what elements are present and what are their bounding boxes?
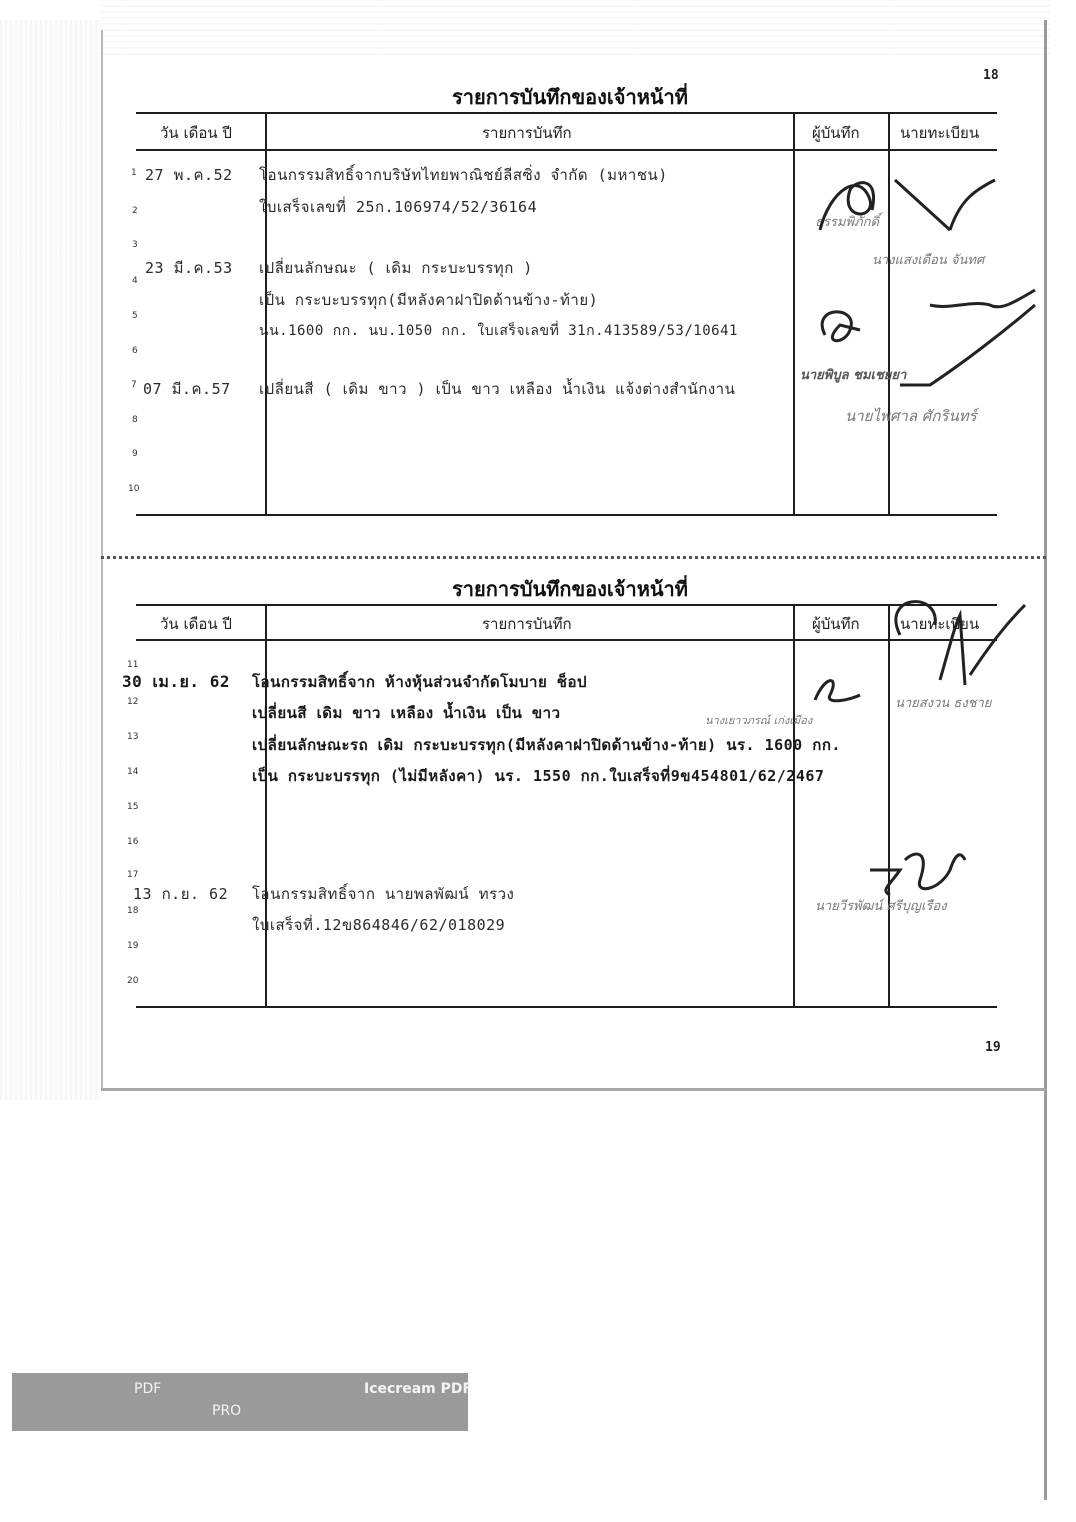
watermark-brand: Icecream PDF bbox=[364, 1381, 473, 1397]
entry-date: 30 เม.ย. 62 bbox=[122, 672, 230, 691]
official-stamp: นางเยาวภรณ์ เก่งเมือง bbox=[705, 714, 813, 727]
official-stamp: ธรรมพิภักดิ์ bbox=[815, 215, 879, 230]
entry-line: เปลี่ยนสี เดิม ขาว เหลือง น้ำเงิน เป็น ขาว bbox=[252, 704, 561, 722]
entry-line: เป็น กระบะบรรทุก(มีหลังคาฝาปิดด้านข้าง-ท้าย) bbox=[259, 291, 599, 309]
line-number: 13 bbox=[127, 732, 139, 742]
line-number: 11 bbox=[127, 660, 139, 670]
section-title: รายการบันทึกของเจ้าหน้าที่ bbox=[452, 577, 688, 601]
signature-recorder bbox=[800, 160, 1000, 250]
column-header-registrar: นายทะเบียน bbox=[900, 124, 980, 142]
entry-line: ใบเสร็จเลขที่ 25ก.106974/52/36164 bbox=[259, 198, 538, 216]
column-header-registrar: นายทะเบียน bbox=[900, 615, 980, 633]
entry-line: เป็น กระบะบรรทุก (ไม่มีหลังคา) นร. 1550 กก.ใบเสร็จที่9ข454801/62/2467 bbox=[252, 767, 825, 785]
line-number: 5 bbox=[132, 311, 138, 321]
line-number: 20 bbox=[127, 976, 139, 986]
entry-line: เปลี่ยนลักษณะ ( เดิม กระบะบรรทุก ) bbox=[259, 259, 533, 277]
page-fold bbox=[101, 556, 1046, 559]
line-number: 9 bbox=[132, 449, 138, 459]
official-stamp: นายไพศาล ศักรินทร์ bbox=[845, 407, 977, 425]
line-number: 15 bbox=[127, 802, 139, 812]
entry-line: ใบเสร็จที่.12ข864846/62/018029 bbox=[252, 916, 506, 934]
line-number: 4 bbox=[132, 276, 138, 286]
entry-date: 23 มี.ค.53 bbox=[145, 259, 233, 277]
line-number: 8 bbox=[132, 415, 138, 425]
entry-line: เปลี่ยนลักษณะรถ เดิม กระบะบรรทุก(มีหลังคาฝาปิดด้านข้าง-ท้าย) นร. 1600 กก. bbox=[252, 736, 841, 754]
entry-line: โอนกรรมสิทธิ์จากบริษัทไทยพาณิชย์ลีสซิ่ง จำกัด (มหาชน) bbox=[259, 166, 668, 184]
line-number: 7 bbox=[131, 380, 137, 390]
column-header-date: วัน เดือน ปี bbox=[160, 124, 232, 142]
column-header-recorder: ผู้บันทึก bbox=[812, 615, 860, 633]
signature-recorder bbox=[860, 840, 970, 900]
page-edge-left bbox=[101, 30, 103, 1090]
line-number: 17 bbox=[127, 870, 139, 880]
official-stamp: นางแสงเดือน จันทศ bbox=[872, 253, 985, 268]
official-stamp: นายวีรพัฒน์ ศรีบุญเรือง bbox=[815, 899, 947, 914]
signature-recorder bbox=[800, 285, 1040, 405]
line-number: 14 bbox=[127, 767, 139, 777]
line-number: 6 bbox=[132, 346, 138, 356]
entry-line: เปลี่ยนสี ( เดิม ขาว ) เป็น ขาว เหลือง น้ำเงิน แจ้งต่างสำนักงาน bbox=[259, 380, 736, 398]
column-divider bbox=[793, 112, 795, 516]
entry-line: โอนกรรมสิทธิ์จาก ห้างหุ้นส่วนจำกัดโมบาย ช็อป bbox=[252, 673, 587, 691]
line-number: 10 bbox=[128, 484, 140, 494]
line-number: 19 bbox=[127, 941, 139, 951]
entry-line: โอนกรรมสิทธิ์จาก นายพลพัฒน์ ทรวง bbox=[252, 885, 515, 903]
line-number: 3 bbox=[132, 240, 138, 250]
official-stamp: นายสงวน ธงชาย bbox=[895, 696, 992, 711]
entry-date: 13 ก.ย. 62 bbox=[133, 885, 229, 903]
watermark-label: PDF bbox=[134, 1381, 162, 1397]
column-divider bbox=[265, 604, 267, 1008]
watermark-sublabel: PRO bbox=[212, 1403, 242, 1419]
page-number: 19 bbox=[985, 1040, 1001, 1055]
line-number: 18 bbox=[127, 906, 139, 916]
watermark-banner bbox=[12, 1373, 473, 1431]
column-header-entry: รายการบันทึก bbox=[482, 124, 572, 142]
official-stamp: นายพิบูล ชมเชยยา bbox=[800, 368, 907, 383]
section-title: รายการบันทึกของเจ้าหน้าที่ bbox=[452, 85, 688, 109]
line-number: 12 bbox=[127, 697, 139, 707]
column-header-recorder: ผู้บันทึก bbox=[812, 124, 860, 142]
entry-date: 07 มี.ค.57 bbox=[143, 380, 231, 398]
column-header-entry: รายการบันทึก bbox=[482, 615, 572, 633]
column-header-date: วัน เดือน ปี bbox=[160, 615, 232, 633]
scan-shadow-left bbox=[0, 20, 100, 1100]
signature-registrar bbox=[800, 585, 1030, 715]
scan-shadow-top bbox=[100, 0, 1050, 55]
line-number: 1 bbox=[131, 168, 137, 178]
line-number: 2 bbox=[132, 206, 138, 216]
page-edge-bottom bbox=[101, 1088, 1046, 1091]
page-number: 18 bbox=[983, 68, 999, 83]
page-edge-right bbox=[1044, 20, 1047, 1500]
column-divider bbox=[793, 604, 795, 1008]
line-number: 16 bbox=[127, 837, 139, 847]
entry-date: 27 พ.ค.52 bbox=[145, 166, 233, 184]
entry-line: นน.1600 กก. นบ.1050 กก. ใบเสร็จเลขที่ 31ก.413589/53/10641 bbox=[259, 323, 738, 339]
